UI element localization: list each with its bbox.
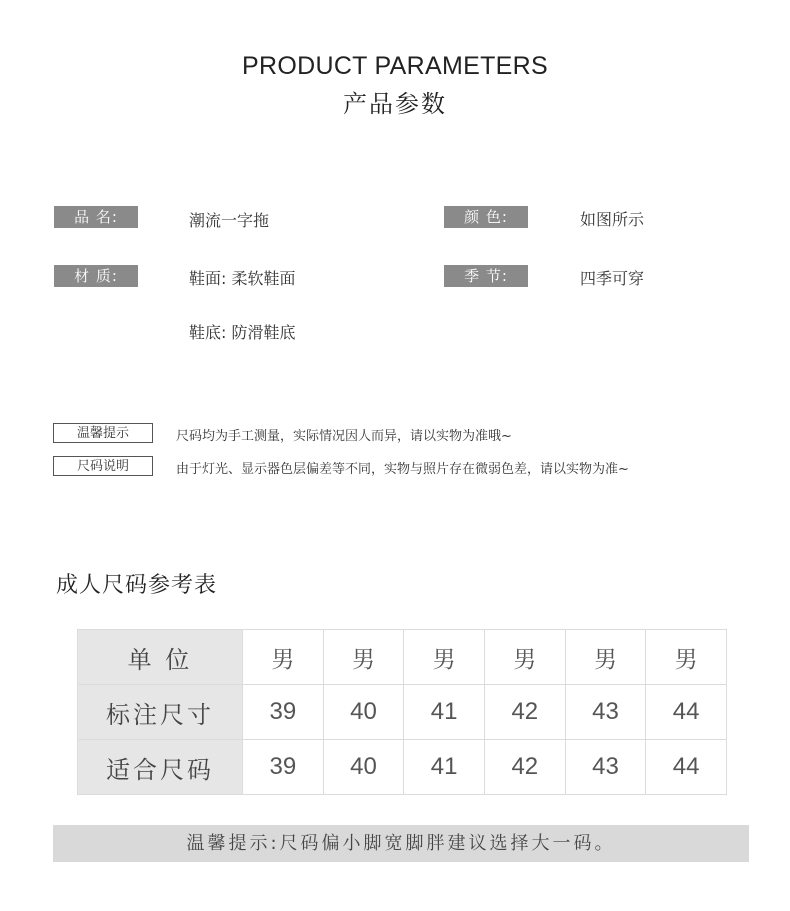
size-note-label-box: 尺码说明 [53, 456, 153, 476]
row-header-unit: 单 位 [78, 630, 243, 685]
table-cell: 44 [646, 685, 727, 740]
season-value: 四季可穿 [580, 269, 645, 288]
name-label: 品 名: [54, 206, 138, 228]
page-title-cn: 产品参数 [343, 90, 447, 118]
row-header-fit-size: 适合尺码 [78, 740, 243, 795]
material-value-sole: 鞋底: 防滑鞋底 [189, 323, 296, 342]
table-row [78, 630, 727, 685]
row-header-marked-size: 标注尺寸 [78, 685, 243, 740]
table-cell: 41 [404, 740, 485, 795]
bottom-tip-bar: 温馨提示:尺码偏小脚宽脚胖建议选择大一码。 [53, 825, 749, 862]
table-cell: 男 [646, 630, 727, 685]
size-note-text: 由于灯光、显示器色层偏差等不同，实物与照片存在微弱色差，请以实物为准~ [176, 462, 629, 477]
table-cell: 41 [404, 685, 485, 740]
table-cell: 43 [565, 685, 646, 740]
table-cell: 42 [484, 740, 565, 795]
table-cell: 男 [484, 630, 565, 685]
table-cell: 男 [243, 630, 324, 685]
name-value: 潮流一字拖 [189, 211, 270, 230]
table-row [78, 685, 727, 740]
size-chart-title: 成人尺码参考表 [56, 573, 218, 598]
table-row [78, 740, 727, 795]
color-value: 如图所示 [580, 210, 645, 229]
table-cell: 男 [323, 630, 404, 685]
tip-text: 尺码均为手工测量，实际情况因人而异，请以实物为准哦~ [176, 429, 512, 444]
table-cell: 40 [323, 740, 404, 795]
table-cell: 39 [243, 740, 324, 795]
table-cell: 43 [565, 740, 646, 795]
table-cell: 44 [646, 740, 727, 795]
table-cell: 男 [404, 630, 485, 685]
size-chart-table [77, 629, 727, 795]
tip-label-box: 温馨提示 [53, 423, 153, 443]
table-cell: 42 [484, 685, 565, 740]
table-cell: 40 [323, 685, 404, 740]
page-title-en: PRODUCT PARAMETERS [242, 52, 548, 80]
table-cell: 39 [243, 685, 324, 740]
material-label: 材 质: [54, 265, 138, 287]
table-cell: 男 [565, 630, 646, 685]
color-label: 颜 色: [444, 206, 528, 228]
material-value-upper: 鞋面: 柔软鞋面 [189, 269, 296, 288]
season-label: 季 节: [444, 265, 528, 287]
